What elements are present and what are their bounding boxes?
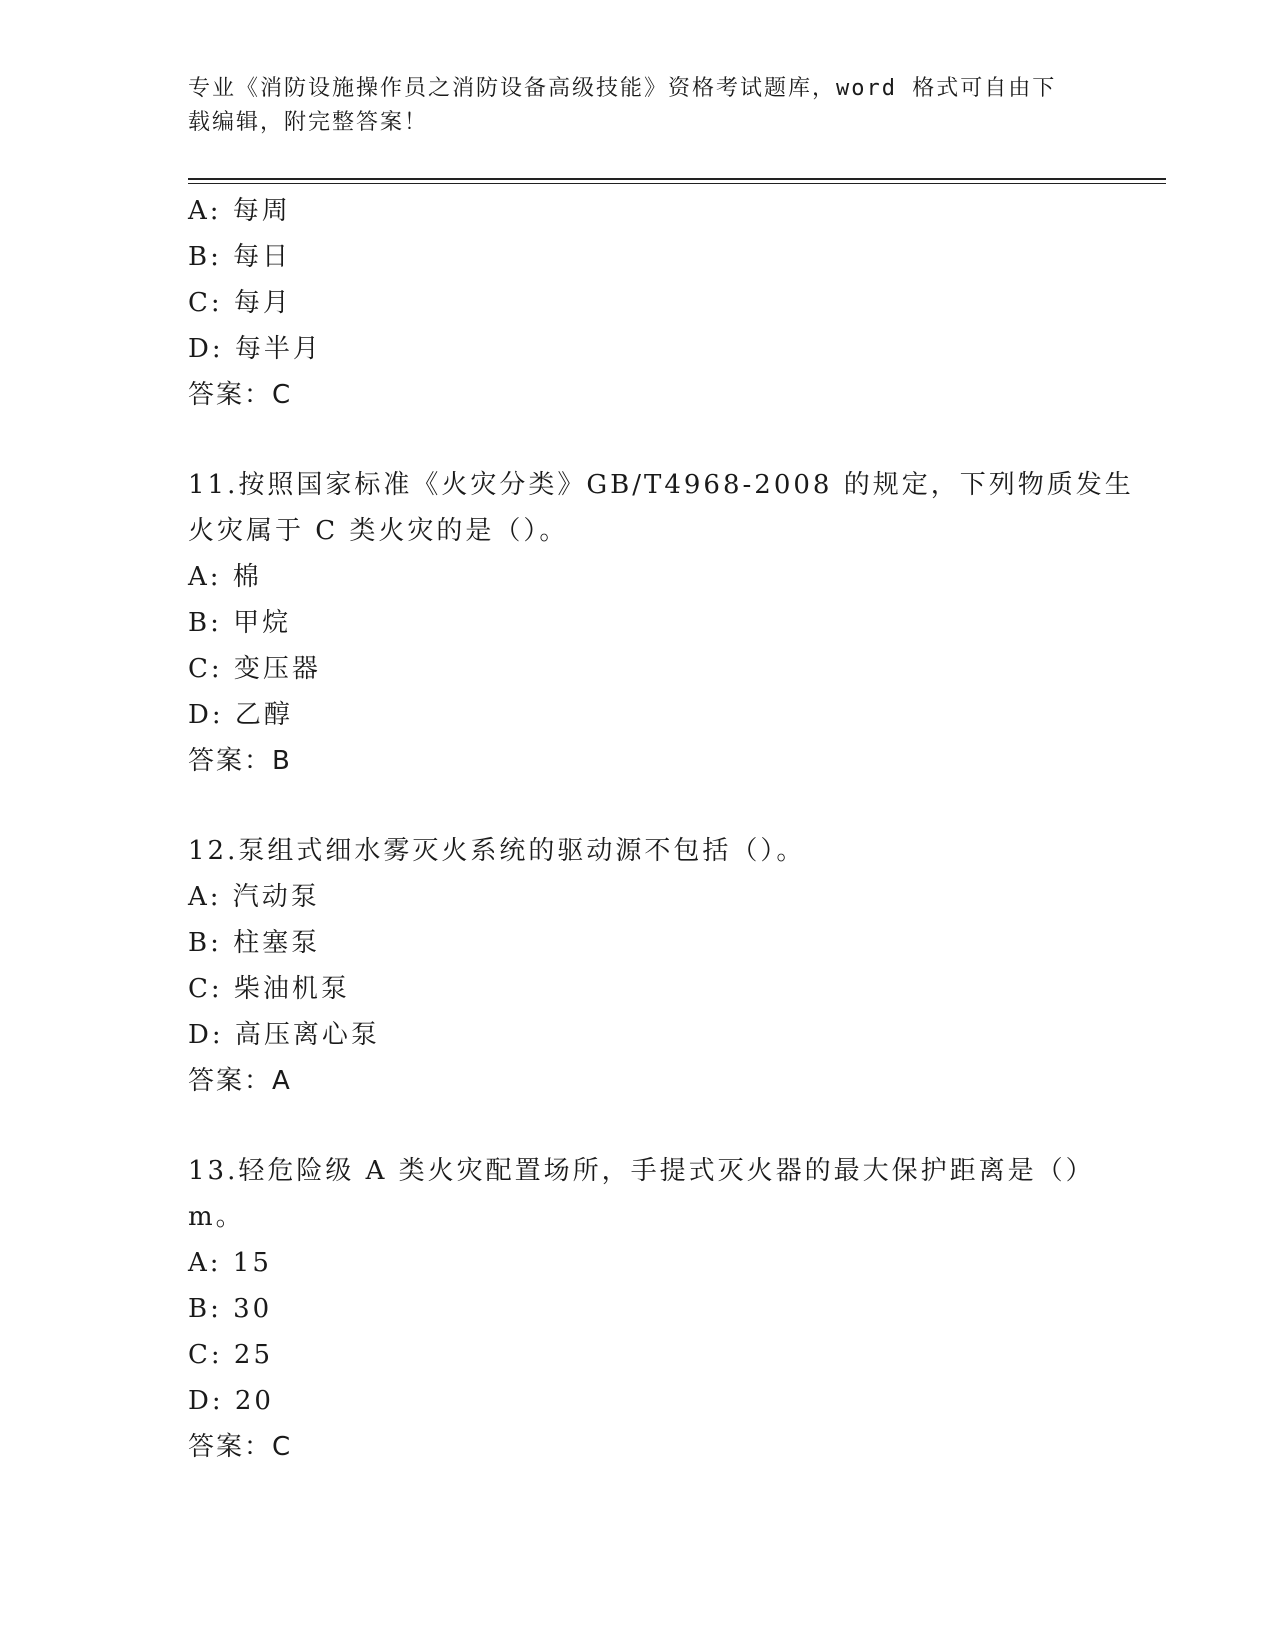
option-b: B: 柱塞泵 bbox=[188, 928, 321, 958]
answer-line: 答案：C bbox=[188, 380, 293, 410]
question-10 bbox=[188, 188, 1088, 418]
option-d: D: 乙醇 bbox=[188, 700, 293, 730]
option-b: B: 甲烷 bbox=[188, 608, 292, 638]
option-c: C: 变压器 bbox=[188, 654, 321, 684]
document-header bbox=[188, 72, 1068, 140]
question-stem-line-1: 13.轻危险级 A 类火灾配置场所，手提式灭火器的最大保护距离是（） bbox=[188, 1156, 1095, 1186]
option-a: A: 棉 bbox=[188, 562, 262, 592]
answer-line: 答案：C bbox=[188, 1432, 293, 1462]
header-rule-thin bbox=[188, 183, 1166, 184]
option-d: D: 每半月 bbox=[188, 334, 322, 364]
question-stem-line-2: m。 bbox=[188, 1202, 245, 1232]
question-stem-line-1: 12.泵组式细水雾灭火系统的驱动源不包括（）。 bbox=[188, 836, 806, 866]
option-d: D: 高压离心泵 bbox=[188, 1020, 380, 1050]
option-b: B: 每日 bbox=[188, 242, 292, 272]
option-a: A: 每周 bbox=[188, 196, 291, 226]
question-13 bbox=[188, 1148, 1095, 1470]
option-c: C: 25 bbox=[188, 1340, 274, 1370]
option-a: A: 汽动泵 bbox=[188, 882, 320, 912]
option-d: D: 20 bbox=[188, 1386, 274, 1416]
question-11 bbox=[188, 462, 1134, 784]
header-line-1: 专业《消防设施操作员之消防设备高级技能》资格考试题库，word 格式可自由下 bbox=[188, 76, 1057, 101]
header-line-2: 载编辑，附完整答案！ bbox=[188, 110, 429, 135]
question-12 bbox=[188, 828, 1088, 1104]
question-stem-line-1: 11.按照国家标准《火灾分类》GB/T4968-2008 的规定，下列物质发生 bbox=[188, 470, 1134, 500]
option-c: C: 柴油机泵 bbox=[188, 974, 350, 1004]
question-list bbox=[188, 188, 1134, 1470]
answer-line: 答案：B bbox=[188, 746, 292, 776]
option-a: A: 15 bbox=[188, 1248, 272, 1278]
header-rule-thick bbox=[188, 178, 1166, 180]
answer-line: 答案：A bbox=[188, 1066, 292, 1096]
option-c: C: 每月 bbox=[188, 288, 292, 318]
option-b: B: 30 bbox=[188, 1294, 273, 1324]
question-stem-line-2: 火灾属于 C 类火灾的是（）。 bbox=[188, 516, 569, 546]
